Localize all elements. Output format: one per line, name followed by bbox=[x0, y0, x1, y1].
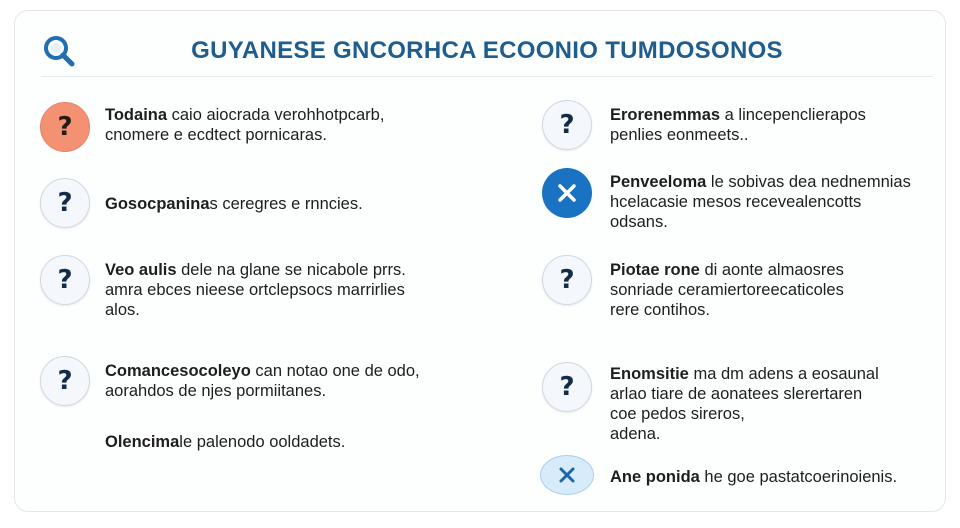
close-x-icon bbox=[542, 168, 592, 218]
page-title: GUYANESE GNCORHCA ECOONIO TUMDOSONOS bbox=[191, 37, 783, 64]
question-mark-icon: ? bbox=[542, 100, 592, 150]
close-x-icon bbox=[540, 455, 594, 495]
item-text: Erorenemmas a lincepenclierapos penlies eonmeets.. bbox=[610, 106, 866, 144]
item-text: Veo aulis dele na glane se nicabole prrs. amra ebces nieese ortclepsocs marrirlies alos. bbox=[105, 261, 406, 319]
question-mark-icon: ? bbox=[40, 178, 90, 228]
item-text: Todaina caio aiocrada verohhotpcarb, cnomere e ecdtect pornicaras. bbox=[105, 106, 385, 144]
item-text: Piotae rone di aonte almaosres sonriade ceramiertoreecaticoles rere contihos. bbox=[610, 261, 844, 319]
question-mark-icon: ? bbox=[40, 356, 90, 406]
item-text: Ane ponida he goe pastatcoerinoienis. bbox=[610, 468, 898, 486]
item-text: Enomsitie ma dm adens a eosaunal arlao tiare de aonatees slerertaren coe pedos sireros, adena. bbox=[610, 365, 879, 443]
item-text: Penveeloma le sobivas dea nednemnias hcelacasie mesos recevealencotts odsans. bbox=[610, 173, 911, 231]
question-mark-icon: ? bbox=[40, 255, 90, 305]
question-mark-icon: ? bbox=[542, 255, 592, 305]
item-text: Gosocpaninas ceregres e rnncies. bbox=[105, 195, 363, 213]
card-header bbox=[41, 31, 933, 77]
item-text: Comancesocoleyo can notao one de odo, aorahdos de njes pormiitanes. bbox=[105, 362, 420, 400]
question-mark-icon: ? bbox=[542, 362, 592, 412]
question-mark-icon: ? bbox=[40, 102, 90, 152]
item-text: Olencimale palenodo ooldadets. bbox=[105, 433, 346, 451]
